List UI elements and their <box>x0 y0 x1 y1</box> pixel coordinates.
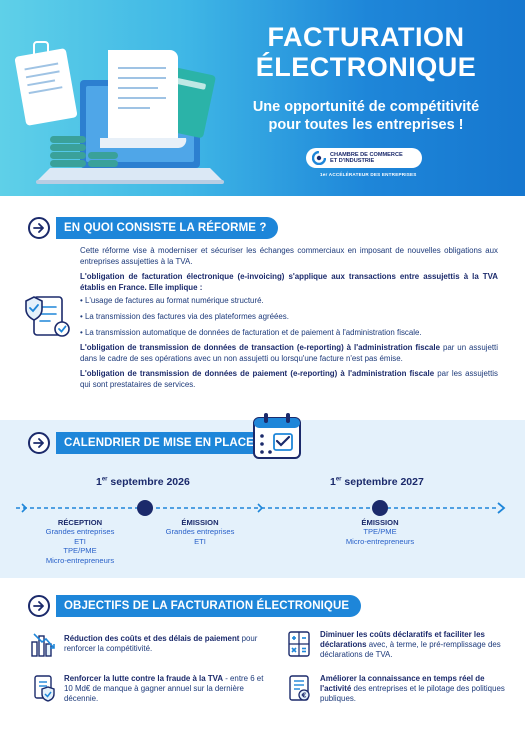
section-header-objectifs <box>28 593 361 619</box>
document-euro-icon <box>286 674 312 702</box>
arrow-right-icon <box>28 432 50 454</box>
bullet-item: • L'usage de factures au format numérique structuré. <box>80 296 264 306</box>
calculator-icon <box>286 630 312 658</box>
section-title: EN QUOI CONSISTE LA RÉFORME ? <box>56 217 278 239</box>
document-shield-check-icon <box>22 293 72 339</box>
timeline-dot <box>137 500 153 516</box>
cci-logo-icon <box>312 151 326 165</box>
document-shield-icon <box>30 674 56 702</box>
main-title: FACTURATION ÉLECTRONIQUE <box>255 22 477 82</box>
svg-text:€: € <box>301 691 307 700</box>
section-title: CALENDRIER DE MISE EN PLACE <box>56 432 276 454</box>
main-subtitle: Une opportunité de compétitivité pour toutes les entreprises ! <box>252 99 480 133</box>
reforme-intro: Cette réforme vise à moderniser et sécuriser les échanges commerciaux en imposant de nouvelles obligations aux entreprises assujetties à la TVA. <box>80 246 498 266</box>
chart-down-icon <box>30 630 56 658</box>
arrow-right-icon <box>28 217 50 239</box>
cci-logo-badge <box>306 148 422 168</box>
timeline-arrow <box>14 500 506 516</box>
obligation-einvoicing: L'obligation de facturation électronique (e-invoicing) s'applique aux transactions entre assujettis à la TVA établis en France. Elle implique : <box>80 272 498 292</box>
objective-couts-declaratifs: Diminuer les coûts déclaratifs et faciliter les déclarations avec, à terme, le pré-remplissage des déclarations de TVA. <box>320 630 501 660</box>
reforme-text <box>80 246 498 396</box>
date-2027: 1er septembre 2027 <box>330 476 424 488</box>
arrow-right-icon <box>28 595 50 617</box>
section-title: OBJECTIFS DE LA FACTURATION ÉLECTRONIQUE <box>56 595 361 617</box>
date-2026: 1er septembre 2026 <box>96 476 190 488</box>
calendar-check-icon <box>250 410 304 464</box>
section-header-reforme <box>28 215 278 241</box>
invoice-laptop-illustration <box>10 40 235 190</box>
timeline-col-emission-2027: ÉMISSION TPE/PME Micro-entrepreneurs <box>345 518 415 546</box>
bullet-item: • La transmission automatique de données de facturation et de paiement à l'administration fiscale. <box>80 327 422 337</box>
timeline-col-reception: RÉCEPTION Grandes entreprises ETI TPE/PME Micro-entrepreneurs <box>45 518 115 565</box>
obligation-ereporting-transaction: L'obligation de transmission de données de transaction (e-reporting) à l'administration fiscale par un assujetti dans le cadre de ses opérations avec un non assujetti ou lorsqu'une facture n'est pas émise. <box>80 343 498 363</box>
header-banner <box>0 0 525 196</box>
cci-name: CHAMBRE DE COMMERCE ET D'INDUSTRIE <box>330 152 403 164</box>
objective-fraude-tva: Renforcer la lutte contre la fraude à la TVA - entre 6 et 10 Md€ de manque à gagner annuel sur la dernière décennie. <box>64 674 264 704</box>
timeline-dot <box>372 500 388 516</box>
timeline-col-emission-2026: ÉMISSION Grandes entreprises ETI <box>165 518 235 546</box>
objective-couts-delais: Réduction des coûts et des délais de paiement pour renforcer la compétitivité. <box>64 634 258 654</box>
objective-connaissance-temps-reel: Améliorer la connaissance en temps réel de l'activité des entreprises et le pilotage des politiques publiques. <box>320 674 505 704</box>
cci-tagline: 1er ACCÉLÉRATEUR DES ENTREPRISES <box>320 172 417 177</box>
obligation-ereporting-paiement: L'obligation de transmission de données de paiement (e-reporting) à l'administration fiscale par les assujettis qui sont prestataires de services. <box>80 369 498 389</box>
bullet-item: • La transmission des factures via des plateformes agréées. <box>80 311 289 321</box>
section-header-calendrier <box>28 430 276 456</box>
